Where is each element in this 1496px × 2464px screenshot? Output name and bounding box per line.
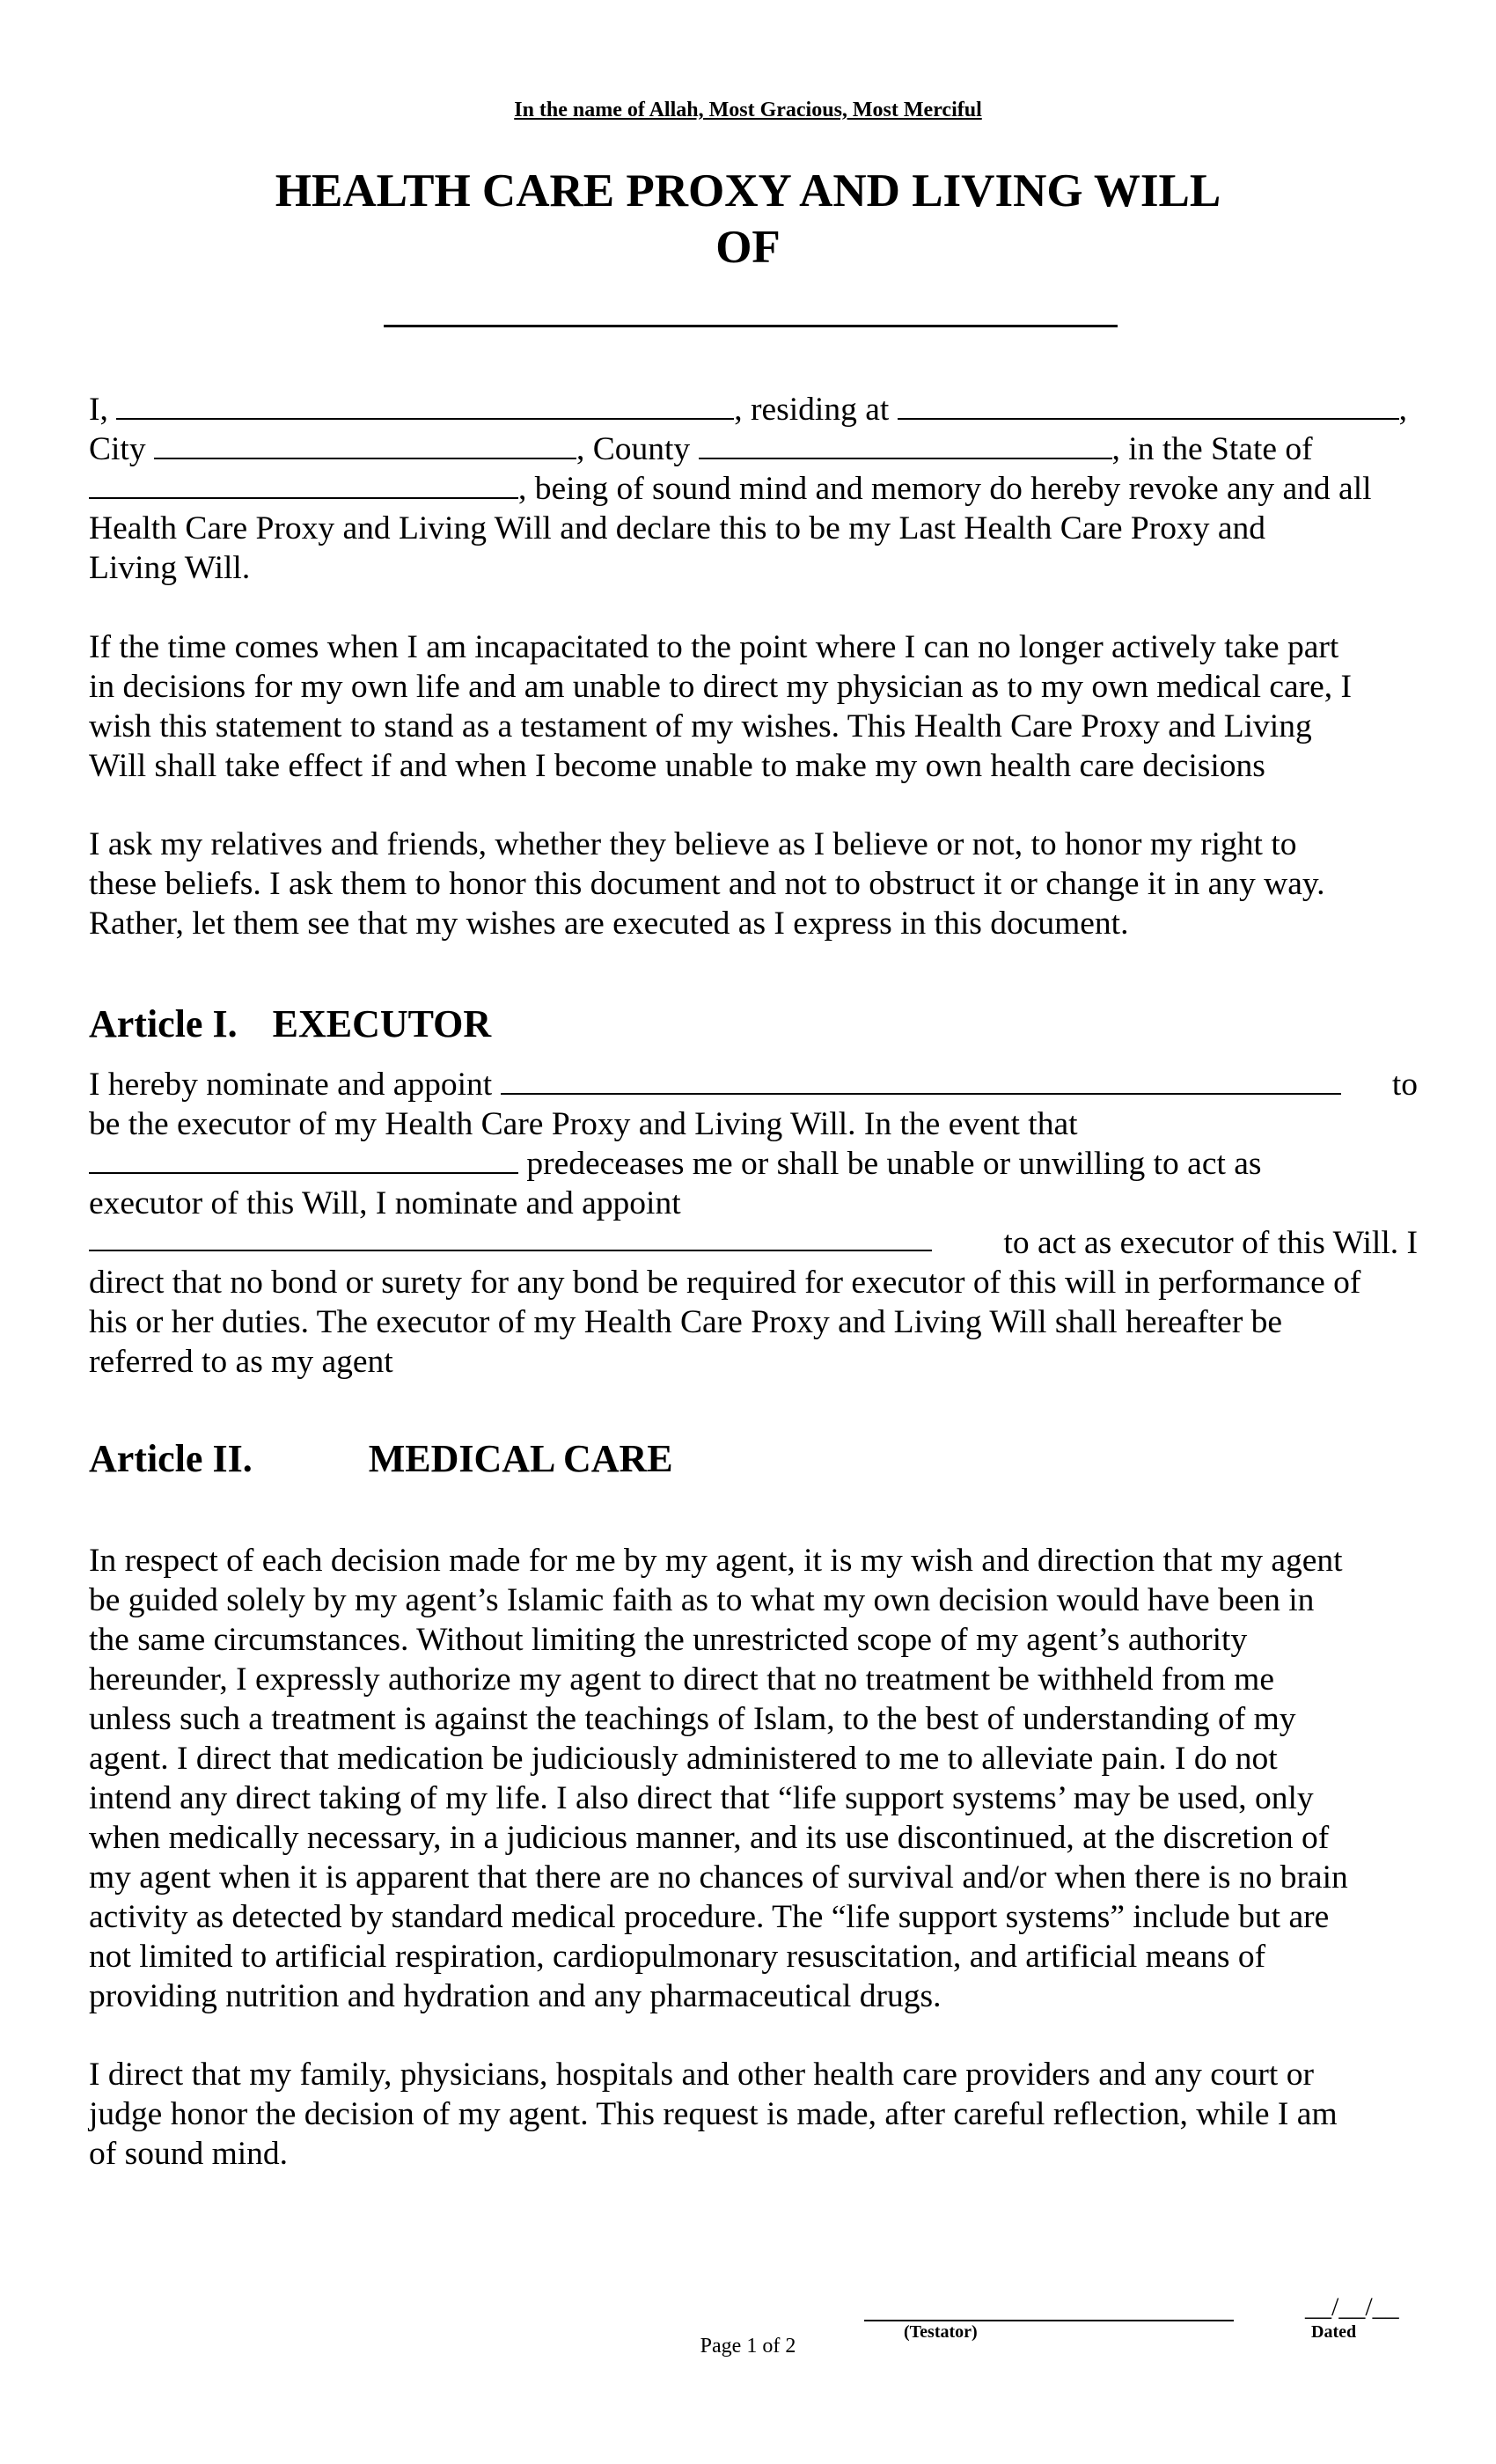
article-1-line-3	[89, 1144, 1418, 1184]
intro-text: , residing at	[734, 392, 890, 428]
article-1-line-1	[89, 1065, 1418, 1104]
intro-paragraph	[89, 390, 1418, 588]
intro-line-3	[89, 469, 1418, 509]
intro-text: , being of sound mind and memory do hereby revoke any and all	[518, 471, 1372, 507]
name-blank-line[interactable]	[384, 325, 1118, 327]
paragraph-line: judge honor the decision of my agent. This request is made, after careful reflection, while I am	[89, 2096, 1338, 2132]
article-2-paragraph-2	[89, 2055, 1418, 2174]
testator-signature-line[interactable]	[864, 2320, 1234, 2321]
paragraph-line: I direct that my family, physicians, hospitals and other health care providers and any court or	[89, 2057, 1314, 2093]
article-text: predeceases me or shall be unable or unwilling to act as	[526, 1146, 1262, 1182]
article-1-heading	[89, 1001, 491, 1046]
executor-name-blank[interactable]	[501, 1067, 1341, 1095]
state-blank[interactable]	[89, 471, 518, 499]
intro-text: , County	[576, 431, 691, 467]
page-number: Page 1 of 2	[700, 2335, 796, 2358]
residence-address-blank[interactable]	[898, 392, 1399, 420]
executor-name-repeat-blank[interactable]	[89, 1146, 518, 1174]
intro-text: I,	[89, 392, 108, 428]
intro-text: , in the State of	[1111, 431, 1313, 467]
paragraph-line: activity as detected by standard medical procedure. The “life support systems” include but are	[89, 1899, 1330, 1935]
paragraph-line: If the time comes when I am incapacitated to the point where I can no longer actively take part	[89, 629, 1339, 665]
paragraph-line: of sound mind.	[89, 2136, 289, 2172]
article-1-line-4: executor of this Will, I nominate and appoint	[89, 1185, 681, 1221]
paragraph-line: these beliefs. I ask them to honor this document and not to obstruct it or change it in any way.	[89, 866, 1325, 902]
intro-line-4: Health Care Proxy and Living Will and declare this to be my Last Health Care Proxy and	[89, 510, 1266, 546]
incapacity-paragraph	[89, 627, 1418, 786]
intro-line-1	[89, 390, 1418, 429]
article-1-line-8: referred to as my agent	[89, 1344, 393, 1380]
intro-text: City	[89, 431, 146, 467]
date-field[interactable]: __/__/__	[1305, 2292, 1399, 2321]
paragraph-line: hereunder, I expressly authorize my agent to direct that no treatment be withheld from me	[89, 1661, 1274, 1698]
paragraph-line: when medically necessary, in a judicious manner, and its use discontinued, at the discretion of	[89, 1820, 1330, 1856]
paragraph-line: unless such a treatment is against the teachings of Islam, to the best of understanding of my	[89, 1701, 1296, 1737]
relatives-paragraph	[89, 825, 1418, 943]
testator-label: (Testator)	[904, 2322, 978, 2342]
paragraph-line: be guided solely by my agent’s Islamic faith as to what my own decision would have been in	[89, 1582, 1315, 1618]
city-blank[interactable]	[154, 431, 576, 459]
article-label: Article I.	[89, 1002, 238, 1045]
intro-text: ,	[1398, 392, 1408, 428]
testator-name-blank[interactable]	[116, 392, 734, 420]
article-1-body	[89, 1065, 1418, 1382]
article-2-paragraph-1	[89, 1541, 1418, 2016]
article-text: I hereby nominate and appoint	[89, 1067, 493, 1103]
paragraph-line: intend any direct taking of my life. I also direct that “life support systems’ may be used, only	[89, 1780, 1314, 1816]
paragraph-line: not limited to artificial respiration, cardiopulmonary resuscitation, and artificial means of	[89, 1939, 1266, 1975]
paragraph-line: the same circumstances. Without limiting the unrestricted scope of my agent’s authority	[89, 1622, 1248, 1658]
county-blank[interactable]	[699, 431, 1112, 459]
article-1-line-6: direct that no bond or surety for any bond be required for executor of this will in performance of	[89, 1265, 1361, 1301]
article-title: MEDICAL CARE	[368, 1437, 673, 1480]
paragraph-line: I ask my relatives and friends, whether they believe as I believe or not, to honor my right to	[89, 826, 1297, 862]
paragraph-line: wish this statement to stand as a testament of my wishes. This Health Care Proxy and Living	[89, 708, 1312, 744]
intro-line-5: Living Will.	[89, 550, 251, 586]
paragraph-line: Rather, let them see that my wishes are executed as I express in this document.	[89, 906, 1129, 942]
alternate-executor-blank[interactable]	[89, 1223, 932, 1251]
paragraph-line: my agent when it is apparent that there are no chances of survival and/or when there is no brain	[89, 1859, 1348, 1896]
paragraph-line: agent. I direct that medication be judiciously administered to me to alleviate pain. I do not	[89, 1741, 1278, 1777]
document-title	[0, 163, 1496, 275]
bismillah-header: In the name of Allah, Most Gracious, Most Merciful	[514, 99, 982, 121]
dated-label: Dated	[1311, 2322, 1357, 2342]
article-label: Article II.	[89, 1437, 253, 1480]
article-text: to act as executor of this Will. I	[1003, 1225, 1418, 1261]
article-1-line-2: be the executor of my Health Care Proxy and Living Will. In the event that	[89, 1106, 1078, 1142]
article-text: to	[1391, 1067, 1418, 1103]
paragraph-line: providing nutrition and hydration and any pharmaceutical drugs.	[89, 1978, 942, 2014]
article-title: EXECUTOR	[272, 1002, 492, 1045]
paragraph-line: In respect of each decision made for me by my agent, it is my wish and direction that my agent	[89, 1543, 1343, 1579]
title-line-2: OF	[715, 222, 781, 273]
article-1-line-7: his or her duties. The executor of my Health Care Proxy and Living Will shall hereafter be	[89, 1304, 1283, 1340]
title-line-1: HEALTH CARE PROXY AND LIVING WILL	[275, 165, 1221, 216]
paragraph-line: in decisions for my own life and am unable to direct my physician as to my own medical care, I	[89, 669, 1353, 705]
article-1-line-5	[89, 1223, 1418, 1263]
paragraph-line: Will shall take effect if and when I become unable to make my own health care decisions	[89, 748, 1265, 784]
article-2-heading	[89, 1436, 673, 1481]
intro-line-2	[89, 429, 1418, 469]
